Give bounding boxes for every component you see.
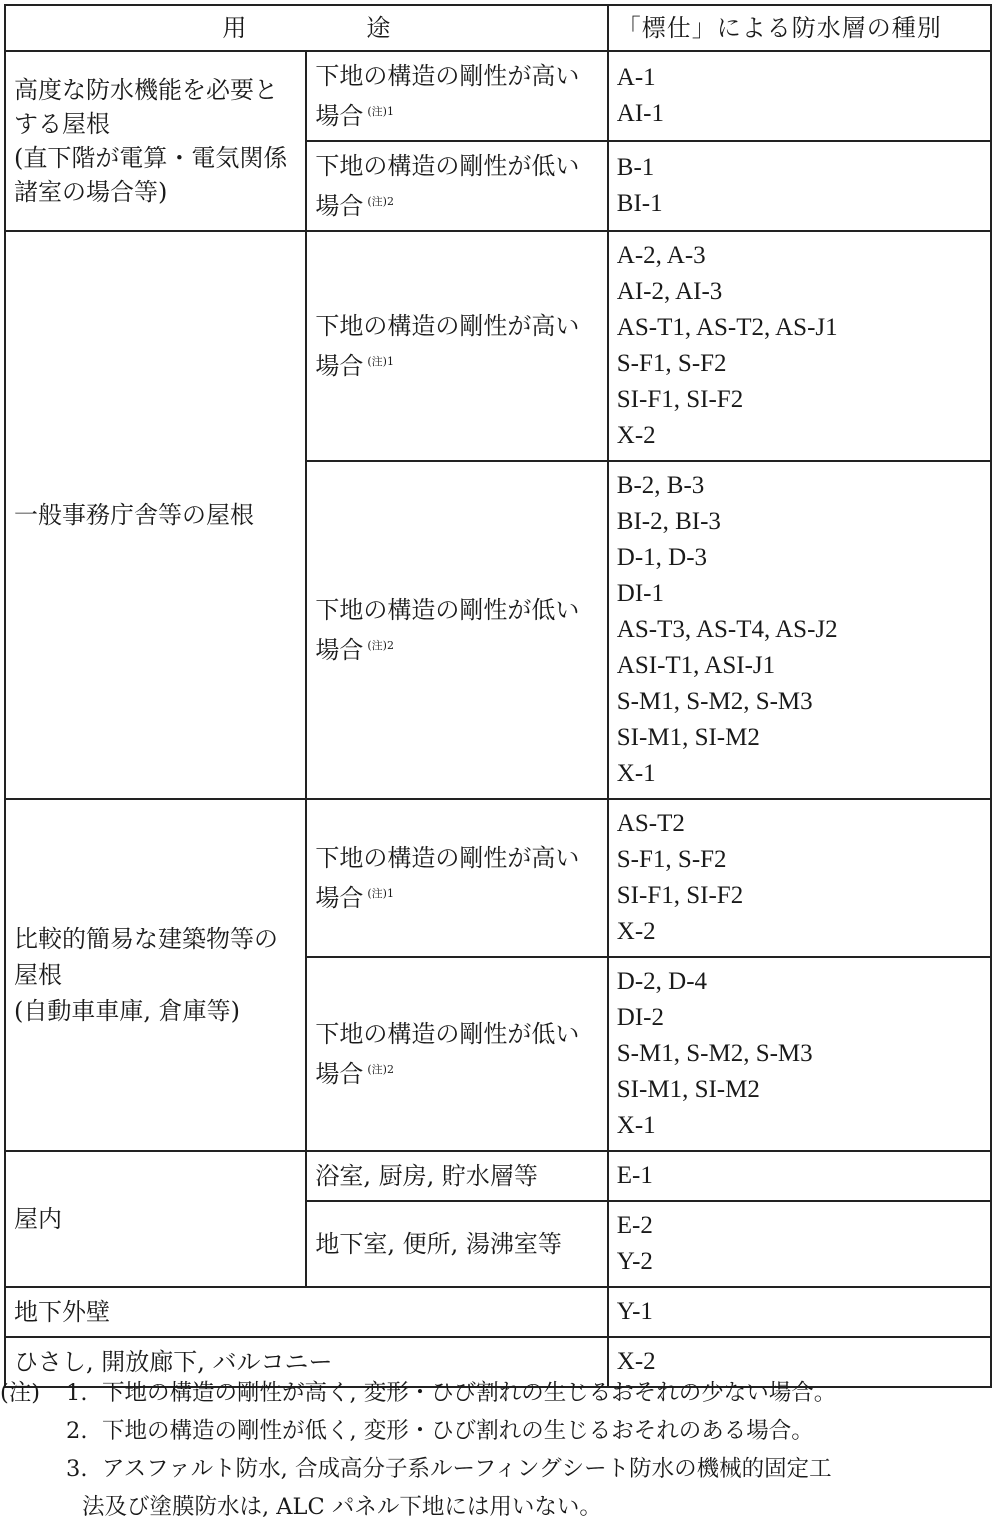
use-cell-g4: 屋内 [5,1151,306,1287]
note-3 [0,1450,995,1488]
table-header-row [5,5,991,51]
note-ref-1: (注)1 [367,355,394,368]
table-row [5,799,991,957]
kind-item: ASI-T1, ASI-J1 [616,652,776,679]
condition-high-cell [306,231,607,461]
condition-low-text: 下地の構造の剛性が低い [315,152,580,180]
kind-item: SI-F1, SI-F2 [616,882,744,909]
condition-low-text: 下地の構造の剛性が低い [315,1020,580,1048]
condition-high-text: 下地の構造の剛性が高い [315,62,580,90]
condition-high-text: 下地の構造の剛性が高い [315,844,580,872]
condition-high-text: 下地の構造の剛性が高い [315,312,580,340]
note-text: 下地の構造の剛性が低く, 変形・ひび割れの生じるおそれのある場合。 [102,1418,814,1444]
use-cell-g5: 地下外壁 [5,1287,608,1337]
kind-item: AS-T2 [616,810,685,837]
kind-item: D-1, D-3 [616,544,708,571]
kind-item: AI-1 [616,100,664,127]
notes-section [0,1374,995,1526]
kind-item: X-2 [616,422,656,449]
header-use [5,5,608,51]
kind-cell [608,1151,991,1201]
kind-item: E-2 [616,1212,653,1239]
note-ref-2: (注)2 [367,639,394,652]
kind-item: AS-T3, AS-T4, AS-J2 [616,616,838,643]
condition-case-text: 場合 [315,192,364,220]
note-ref-1: (注)1 [367,105,394,118]
kind-item: S-F1, S-F2 [616,350,727,377]
kind-cell [608,51,991,141]
notes-lead: (注) [0,1380,41,1406]
kind-item: B-1 [616,154,655,181]
kind-item: AS-T1, AS-T2, AS-J1 [616,314,838,341]
kind-item: E-1 [616,1162,653,1189]
note-number: 3. [66,1456,88,1482]
table-row [5,231,991,461]
kind-item: B-2, B-3 [616,472,705,499]
kind-item: D-2, D-4 [616,968,708,995]
note-1 [0,1374,995,1412]
condition-low-text: 下地の構造の剛性が低い [315,596,580,624]
condition-high-cell [306,51,607,141]
kind-item: BI-1 [616,190,663,217]
table-row [5,1151,991,1201]
use-line: 高度な防水機能を必要とする屋根 [14,76,278,138]
use-line: (自動車車庫, 倉庫等) [14,997,240,1025]
table-row [5,1287,991,1337]
use-line: (直下階が電算・電気関係諸室の場合等) [14,144,288,206]
kind-item: X-2 [616,1348,656,1375]
use-cell-g2: 一般事務庁舎等の屋根 [5,231,306,799]
sub-use-cell: 浴室, 厨房, 貯水層等 [306,1151,607,1201]
condition-low-cell [306,957,607,1151]
kind-item: SI-F1, SI-F2 [616,386,744,413]
note-3-continuation: 法及び塗膜防水は, ALC パネル下地には用いない。 [82,1494,602,1520]
kind-item: S-F1, S-F2 [616,846,727,873]
header-use-char-1: 用 [222,14,247,42]
note-ref-2: (注)2 [367,195,394,208]
note-ref-1: (注)1 [367,887,394,900]
condition-case-text: 場合 [315,102,364,130]
use-line: 比較的簡易な建築物等の屋根 [14,925,278,989]
kind-cell [608,231,991,461]
kind-item: SI-M1, SI-M2 [616,1076,760,1103]
note-ref-2: (注)2 [367,1063,394,1076]
kind-item: BI-2, BI-3 [616,508,721,535]
kind-item: X-2 [616,918,656,945]
use-cell-g1 [5,51,306,231]
note-number: 1. [66,1380,88,1406]
kind-cell [608,1201,991,1287]
kind-item: DI-2 [616,1004,664,1031]
kind-item: S-M1, S-M2, S-M3 [616,1040,813,1067]
header-kind: 「標仕」による防水層の種別 [608,5,991,51]
kind-item: AI-2, AI-3 [616,278,723,305]
use-cell-g6: ひさし, 開放廊下, バルコニー [5,1337,608,1387]
kind-cell [608,799,991,957]
condition-case-text: 場合 [315,352,364,380]
condition-high-cell [306,799,607,957]
condition-low-cell [306,141,607,231]
condition-case-text: 場合 [315,884,364,912]
kind-item: X-1 [616,760,656,787]
header-use-char-2: 途 [366,14,391,42]
note-text: 下地の構造の剛性が高く, 変形・ひび割れの生じるおそれの少ない場合。 [102,1380,837,1406]
kind-item: DI-1 [616,580,664,607]
kind-item: S-M1, S-M2, S-M3 [616,688,813,715]
condition-case-text: 場合 [315,1060,364,1088]
kind-cell [608,141,991,231]
condition-low-cell [306,461,607,799]
use-cell-g3 [5,799,306,1151]
note-2 [0,1412,995,1450]
sub-use-cell: 地下室, 便所, 湯沸室等 [306,1201,607,1287]
kind-cell [608,1287,991,1337]
kind-item: Y-1 [616,1298,653,1325]
table-row [5,51,991,141]
kind-item: X-1 [616,1112,656,1139]
note-text: アスファルト防水, 合成高分子系ルーフィングシート防水の機械的固定工 [102,1456,832,1482]
kind-item: SI-M1, SI-M2 [616,724,760,751]
kind-cell [608,461,991,799]
note-number: 2. [66,1418,88,1444]
kind-item: A-2, A-3 [616,242,706,269]
kind-cell [608,957,991,1151]
waterproof-layer-table [4,4,992,1388]
kind-item: Y-2 [616,1248,653,1275]
kind-item: A-1 [616,64,656,91]
condition-case-text: 場合 [315,636,364,664]
